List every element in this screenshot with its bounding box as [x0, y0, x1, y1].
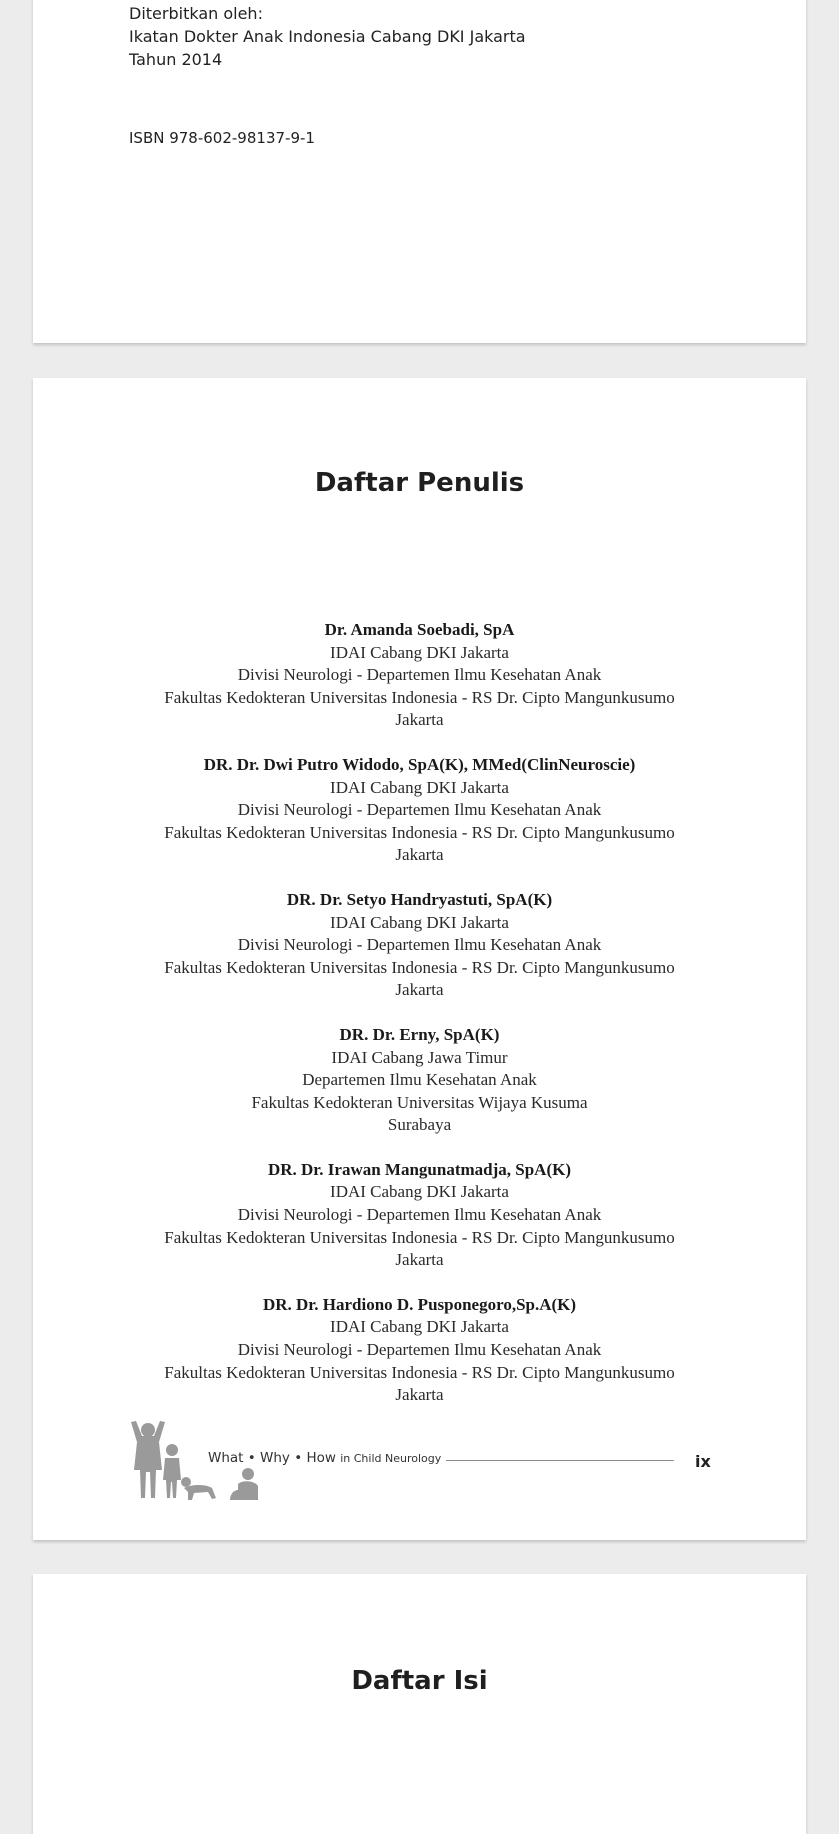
contents-page: [33, 1574, 806, 1834]
page-number: ix: [695, 1452, 711, 1471]
author-name: DR. Dr. Irawan Mangunatmadja, SpA(K): [267, 1159, 572, 1179]
author-city: Jakarta: [395, 980, 444, 1000]
publisher-line: Diterbitkan oleh:: [129, 4, 263, 23]
author-affiliation: Divisi Neurologi - Departemen Ilmu Kesehatan Anak: [237, 935, 602, 955]
publisher-line: Tahun 2014: [129, 50, 223, 69]
author-city: Jakarta: [395, 1250, 444, 1270]
author-entry: [33, 619, 806, 732]
author-affiliation: Fakultas Kedokteran Universitas Indonesia - RS Dr. Cipto Mangunkusumo: [164, 1362, 675, 1382]
author-affiliation: Fakultas Kedokteran Universitas Indonesia - RS Dr. Cipto Mangunkusumo: [164, 1227, 675, 1247]
publisher-info: [129, 2, 526, 71]
author-affiliation: IDAI Cabang Jawa Timur: [331, 1047, 508, 1067]
author-affiliation: IDAI Cabang DKI Jakarta: [330, 777, 509, 797]
author-name: DR. Dr. Hardiono D. Pusponegoro,Sp.A(K): [262, 1294, 577, 1314]
author-affiliation: Fakultas Kedokteran Universitas Indonesia - RS Dr. Cipto Mangunkusumo: [164, 957, 675, 977]
author-affiliation: Fakultas Kedokteran Universitas Wijaya Kusuma: [251, 1092, 588, 1112]
author-affiliation: Departemen Ilmu Kesehatan Anak: [302, 1070, 537, 1090]
tagline-main: What • Why • How: [208, 1450, 336, 1466]
series-tagline: [208, 1450, 441, 1466]
author-entry: [33, 754, 806, 867]
author-affiliation: Divisi Neurologi - Departemen Ilmu Kesehatan Anak: [237, 1340, 602, 1360]
tagline-sub: in Child Neurology: [340, 1452, 442, 1465]
author-name: DR. Dr. Erny, SpA(K): [339, 1024, 500, 1044]
publisher-page: [33, 0, 806, 343]
author-entry: [33, 889, 806, 1002]
page-footer: [33, 1418, 806, 1518]
author-affiliation: Fakultas Kedokteran Universitas Indonesia - RS Dr. Cipto Mangunkusumo: [164, 687, 675, 707]
authors-page: [33, 378, 806, 1540]
author-city: Jakarta: [395, 1385, 444, 1405]
author-affiliation: IDAI Cabang DKI Jakarta: [330, 1182, 509, 1202]
author-list: [33, 619, 806, 1429]
footer-divider: [446, 1460, 674, 1461]
author-city: Jakarta: [395, 845, 444, 865]
page-title: Daftar Penulis: [314, 468, 525, 498]
publisher-line: Ikatan Dokter Anak Indonesia Cabang DKI Jakarta: [129, 27, 526, 46]
author-affiliation: Divisi Neurologi - Departemen Ilmu Kesehatan Anak: [237, 1205, 602, 1225]
page-title: Daftar Isi: [351, 1666, 488, 1696]
author-name: DR. Dr. Dwi Putro Widodo, SpA(K), MMed(ClinNeuroscie): [203, 754, 636, 774]
author-city: Jakarta: [395, 710, 444, 730]
author-entry: [33, 1294, 806, 1407]
author-affiliation: IDAI Cabang DKI Jakarta: [330, 642, 509, 662]
author-city: Surabaya: [387, 1115, 452, 1135]
author-name: DR. Dr. Setyo Handryastuti, SpA(K): [286, 889, 553, 909]
author-entry: [33, 1024, 806, 1137]
author-name: Dr. Amanda Soebadi, SpA: [324, 620, 515, 639]
author-affiliation: Fakultas Kedokteran Universitas Indonesia - RS Dr. Cipto Mangunkusumo: [164, 822, 675, 842]
isbn: ISBN 978-602-98137-9-1: [129, 129, 315, 147]
author-affiliation: IDAI Cabang DKI Jakarta: [330, 912, 509, 932]
author-affiliation: Divisi Neurologi - Departemen Ilmu Kesehatan Anak: [237, 800, 602, 820]
author-affiliation: IDAI Cabang DKI Jakarta: [330, 1317, 509, 1337]
author-entry: [33, 1159, 806, 1272]
author-affiliation: Divisi Neurologi - Departemen Ilmu Kesehatan Anak: [237, 665, 602, 685]
